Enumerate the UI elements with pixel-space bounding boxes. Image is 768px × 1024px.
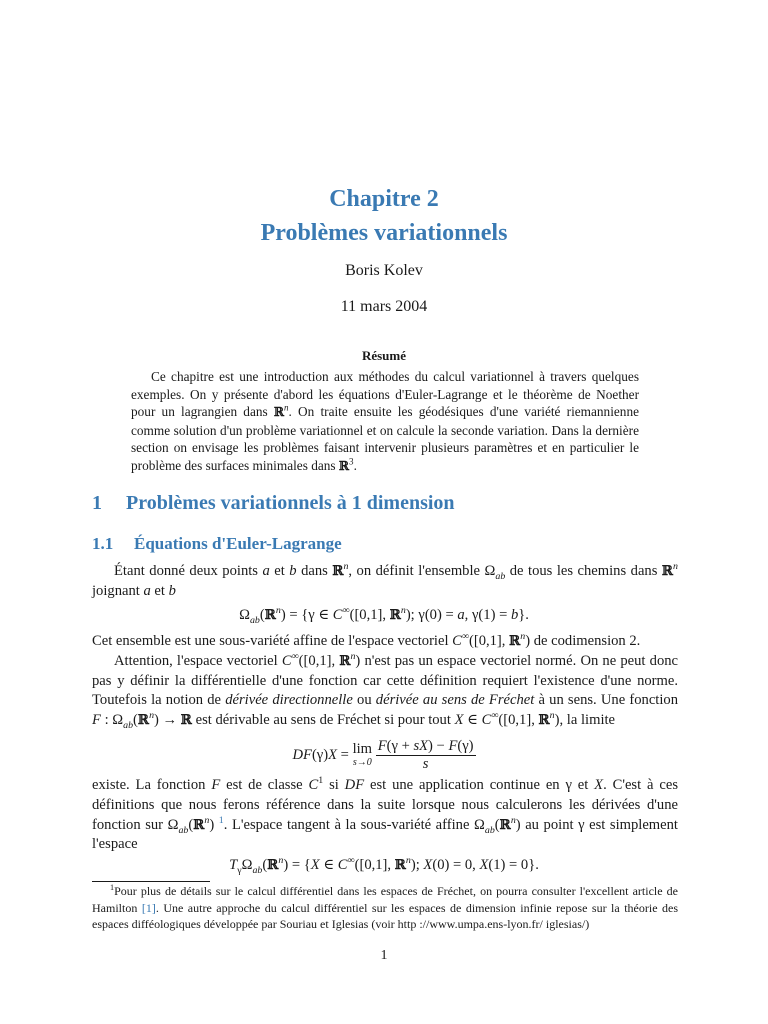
footnote-rule xyxy=(92,881,210,882)
author: Boris Kolev xyxy=(345,262,423,279)
chapter-number: Chapitre 2 xyxy=(329,186,439,212)
chapter-title xyxy=(0,182,768,250)
footnote: $^1$Pour plus de détails sur le calcul différentiel dans les espaces de Fréchet, on pourra consulter l'excellent article de Hamilton [1]. Une autre approche du calcul différentiel sur les espaces de dimension infinie repose sur la théorie des espaces difféologiques développée par Souriau et Iglesias (voir http ://www.umpa.ens-lyon.fr/ iglesias/) xyxy=(92,883,679,931)
subsection-heading: 1.1 Équations d'Euler-Lagrange xyxy=(92,534,342,553)
paragraph-4: existe. La fonction F est de classe $C^1$ si DF est une application continue en γ et X. C'est à ces définitions que nous ferons référence dans la suite lorsque nous calculerons les dérivées d'une fonction sur $\Omega_{ab}(ℝ^n)$ $^1$. L'espace tangent à la sous-variété affine $\Omega_{ab}(ℝ^n)$ au point γ est simplement l'espace xyxy=(92,775,678,853)
abstract-heading: Résumé xyxy=(361,348,407,363)
paragraph-2: Cet ensemble est une sous-variété affine de l'espace vectoriel C∞([0,1], ℝ$^n$) de codimension 2. Attention, l'espace vectoriel C∞([0,1], ℝ$^n$) n'est pas un espace vectoriel normé. On ne peut donc pas y définir la différentielle d'une fonction car cette définition requiert l'existence d'une norme. Toutefois la notion de dérivée directionnelle ou dérivée au sens de Fréchet à un sens. Une fonction F : $\Omega_{ab}(ℝ^n)$ → ℝ est dérivable au sens de Fréchet si pour tout X ∈ C∞([0,1], ℝ$^n$), la limite xyxy=(92,631,679,732)
paragraph-1: Étant donné deux points a et b dans ℝ$^n$, on définit l'ensemble $\Omega_{ab}$ de tous les chemins dans ℝ$^n$ joignant a et b xyxy=(92,561,678,599)
abstract: Ce chapitre est une introduction aux méthodes du calcul variationnel à travers quelques exemples. On y présente d'abord les équations d'Euler-Lagrange et le théorème de Noether pour un lagrangien dans ℝ$^n$. On traite ensuite les géodésiques d'une variété riemannienne comme solution d'un problème variationnel et on calcule la seconde variation. Dans la dernière section on envisage les problèmes faisant intervenir plusieurs paramètres et en particulier le problème des surfaces minimales dans ℝ$^3$. xyxy=(131,369,639,473)
chapter-name: Problèmes variationnels xyxy=(260,220,508,246)
page-number: 1 xyxy=(380,948,388,963)
equation-path-space: $\Omega_{ab}(ℝ^n) = \{\gamma$ ∈ C∞([0,1], ℝ$^n$); γ(0) = a, γ(1) = b}. xyxy=(239,605,529,626)
citation-link[interactable]: [1] xyxy=(141,900,156,915)
equation-tangent-space: $T_\gamma\Omega_{ab}(ℝ^n) = \{X$ ∈ C∞([0,1], ℝ$^n$); X(0) = 0, X(1) = 0}. xyxy=(229,855,539,876)
equation-frechet-derivative: DF(γ)X = lim s→0 $\frac{F(\gamma + sX) - F(\gamma)}{s}$ xyxy=(292,738,474,772)
date: 11 mars 2004 xyxy=(340,298,428,315)
footnote-ref[interactable]: 1 xyxy=(218,814,224,826)
section-heading: 1 Problèmes variationnels à 1 dimension xyxy=(92,492,455,514)
